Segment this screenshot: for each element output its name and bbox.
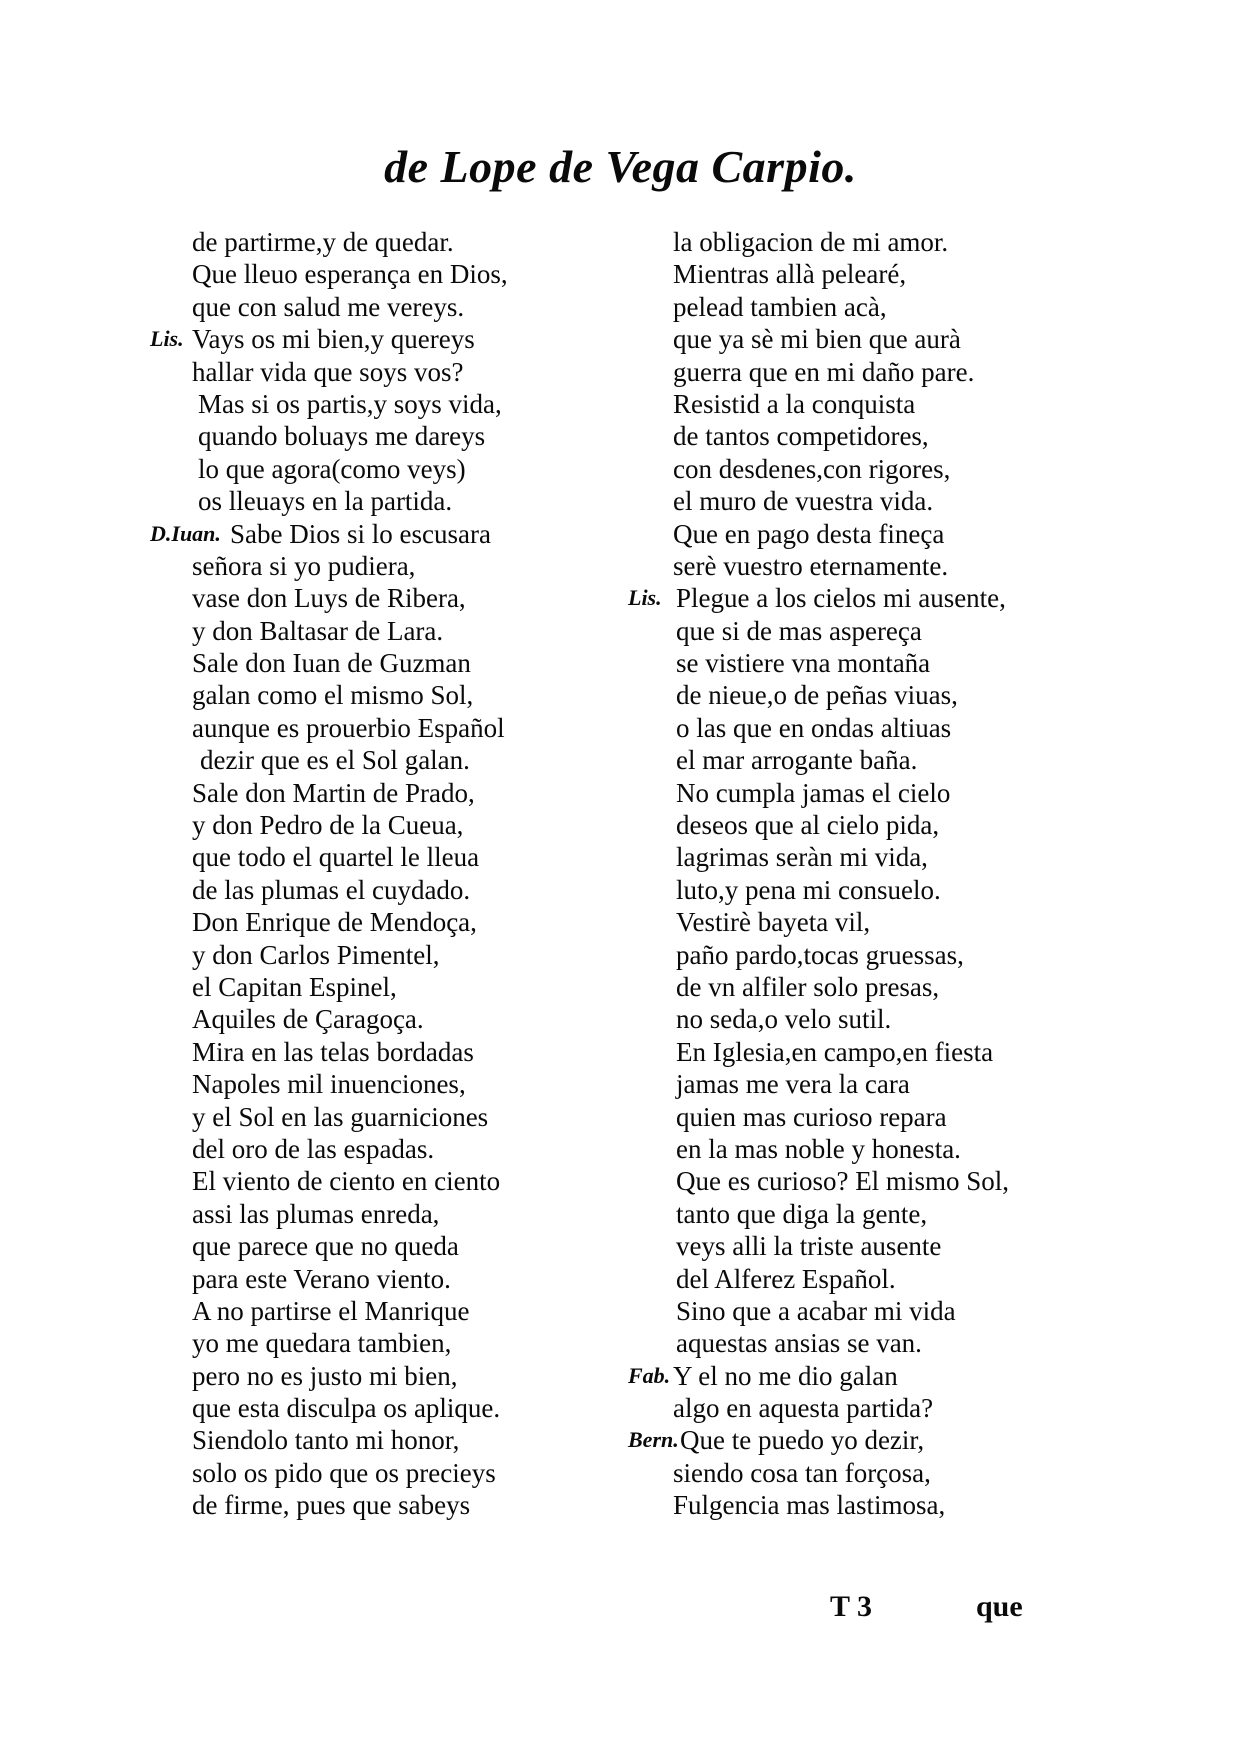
verse-text: no seda,o velo sutil. bbox=[676, 1004, 892, 1035]
verse-text: de las plumas el cuydado. bbox=[192, 874, 471, 905]
verse-line bbox=[150, 1424, 580, 1456]
verse-line bbox=[628, 291, 1088, 323]
verse-text: assi las plumas enreda, bbox=[192, 1198, 440, 1229]
verse-line bbox=[150, 615, 580, 647]
verse-text: el Capitan Espinel, bbox=[192, 971, 397, 1002]
verse-line bbox=[150, 1360, 580, 1392]
verse-line bbox=[150, 291, 580, 323]
verse-line bbox=[628, 1360, 1088, 1392]
verse-text: Sale don Martin de Prado, bbox=[192, 777, 475, 808]
verse-text: que parece que no queda bbox=[192, 1231, 459, 1262]
verse-text: Que te puedo yo dezir, bbox=[680, 1425, 925, 1456]
verse-line bbox=[150, 809, 580, 841]
verse-line bbox=[628, 485, 1088, 517]
verse-text: y don Pedro de la Cueua, bbox=[192, 810, 464, 841]
verse-line bbox=[628, 1424, 1088, 1456]
verse-line bbox=[628, 1101, 1088, 1133]
verse-line bbox=[628, 356, 1088, 388]
verse-text: guerra que en mi daño pare. bbox=[673, 356, 975, 387]
speaker-label: D.Iuan. bbox=[150, 520, 221, 546]
verse-line bbox=[150, 258, 580, 290]
verse-text: siendo cosa tan forçosa, bbox=[673, 1457, 931, 1488]
verse-line bbox=[628, 647, 1088, 679]
verse-line bbox=[628, 1133, 1088, 1165]
verse-line bbox=[150, 388, 580, 420]
verse-text: aunque es prouerbio Español bbox=[192, 712, 505, 743]
verse-text: luto,y pena mi consuelo. bbox=[676, 874, 941, 905]
verse-text: En Iglesia,en campo,en fiesta bbox=[676, 1036, 994, 1067]
verse-text: el muro de vuestra vida. bbox=[673, 486, 934, 517]
verse-line bbox=[150, 1263, 580, 1295]
verse-text: que esta disculpa os aplique. bbox=[192, 1393, 501, 1424]
verse-line bbox=[628, 1489, 1088, 1521]
verse-line bbox=[150, 744, 580, 776]
verse-text: Sabe Dios si lo escusara bbox=[230, 518, 491, 549]
left-text-column bbox=[150, 226, 580, 1522]
verse-text: Y el no me dio galan bbox=[673, 1360, 898, 1391]
verse-line bbox=[628, 679, 1088, 711]
verse-line bbox=[150, 939, 580, 971]
verse-line bbox=[628, 1457, 1088, 1489]
verse-text: dezir que es el Sol galan. bbox=[200, 745, 470, 776]
verse-line bbox=[150, 1165, 580, 1197]
verse-line bbox=[628, 971, 1088, 1003]
verse-line bbox=[628, 906, 1088, 938]
verse-text: Vays os mi bien,y quereys bbox=[192, 324, 475, 355]
verse-line bbox=[150, 1198, 580, 1230]
verse-text: deseos que al cielo pida, bbox=[676, 810, 940, 841]
verse-line bbox=[150, 1230, 580, 1262]
verse-line bbox=[628, 258, 1088, 290]
verse-text: y el Sol en las guarniciones bbox=[192, 1101, 489, 1132]
verse-line bbox=[150, 906, 580, 938]
verse-line bbox=[150, 841, 580, 873]
verse-line bbox=[150, 1133, 580, 1165]
verse-text: tanto que diga la gente, bbox=[676, 1198, 928, 1229]
verse-line bbox=[628, 744, 1088, 776]
verse-line bbox=[150, 453, 580, 485]
verse-text: lagrimas seràn mi vida, bbox=[676, 842, 928, 873]
verse-text: que con salud me vereys. bbox=[192, 291, 465, 322]
verse-text: A no partirse el Manrique bbox=[192, 1295, 470, 1326]
verse-line bbox=[628, 226, 1088, 258]
verse-line bbox=[150, 226, 580, 258]
verse-text: lo que agora(como veys) bbox=[198, 453, 466, 484]
verse-text: algo en aquesta partida? bbox=[673, 1393, 934, 1424]
verse-text: hallar vida que soys vos? bbox=[192, 356, 464, 387]
verse-text: el mar arrogante baña. bbox=[676, 745, 918, 776]
verse-text: se vistiere vna montaña bbox=[676, 648, 931, 679]
speaker-label: Fab. bbox=[628, 1362, 671, 1388]
verse-text: de tantos competidores, bbox=[673, 421, 929, 452]
verse-line bbox=[628, 874, 1088, 906]
verse-text: quando boluays me dareys bbox=[198, 421, 486, 452]
verse-line bbox=[150, 712, 580, 744]
verse-line bbox=[150, 777, 580, 809]
verse-text: Sino que a acabar mi vida bbox=[676, 1295, 956, 1326]
verse-line bbox=[628, 777, 1088, 809]
verse-line bbox=[150, 1327, 580, 1359]
speaker-label: Lis. bbox=[628, 585, 662, 611]
verse-text: paño pardo,tocas gruessas, bbox=[676, 939, 964, 970]
verse-text: Don Enrique de Mendoça, bbox=[192, 907, 477, 938]
verse-line bbox=[628, 550, 1088, 582]
verse-line bbox=[628, 1003, 1088, 1035]
catchword: que bbox=[976, 1590, 1023, 1623]
speaker-label: Lis. bbox=[150, 326, 184, 352]
verse-text: del Alferez Español. bbox=[676, 1263, 896, 1294]
verse-text: aquestas ansias se van. bbox=[676, 1328, 922, 1359]
verse-text: señora si yo pudiera, bbox=[192, 550, 416, 581]
verse-line bbox=[628, 323, 1088, 355]
verse-line bbox=[628, 518, 1088, 550]
verse-text: y don Baltasar de Lara. bbox=[192, 615, 444, 646]
verse-text: Siendolo tanto mi honor, bbox=[192, 1425, 460, 1456]
verse-line bbox=[150, 323, 580, 355]
verse-text: quien mas curioso repara bbox=[676, 1101, 947, 1132]
signature-mark: T 3 bbox=[830, 1590, 872, 1623]
verse-text: Plegue a los cielos mi ausente, bbox=[676, 583, 1006, 614]
verse-line bbox=[628, 1295, 1088, 1327]
verse-text: Sale don Iuan de Guzman bbox=[192, 648, 471, 679]
verse-text: la obligacion de mi amor. bbox=[673, 227, 949, 257]
verse-text: El viento de ciento en ciento bbox=[192, 1166, 501, 1197]
verse-line bbox=[150, 1003, 580, 1035]
verse-line bbox=[150, 1036, 580, 1068]
verse-text: de vn alfiler solo presas, bbox=[676, 971, 940, 1002]
verse-line bbox=[628, 1198, 1088, 1230]
verse-line bbox=[150, 1489, 580, 1521]
verse-text: Vestirè bayeta vil, bbox=[676, 907, 871, 938]
verse-text: Que lleuo esperança en Dios, bbox=[192, 259, 508, 290]
verse-line bbox=[150, 1101, 580, 1133]
verse-text: Napoles mil inuenciones, bbox=[192, 1069, 466, 1100]
verse-text: para este Verano viento. bbox=[192, 1263, 451, 1294]
verse-line bbox=[628, 1165, 1088, 1197]
verse-text: que todo el quartel le lleua bbox=[192, 842, 480, 873]
verse-text: veys alli la triste ausente bbox=[676, 1231, 942, 1262]
verse-text: No cumpla jamas el cielo bbox=[676, 777, 951, 808]
verse-text: que si de mas aspereça bbox=[676, 615, 922, 646]
verse-text: en la mas noble y honesta. bbox=[676, 1133, 961, 1164]
verse-text: Resistid a la conquista bbox=[673, 388, 916, 419]
verse-text: galan como el mismo Sol, bbox=[192, 680, 474, 711]
verse-line bbox=[628, 453, 1088, 485]
running-header: de Lope de Vega Carpio. bbox=[384, 141, 857, 192]
verse-line bbox=[628, 1263, 1088, 1295]
verse-text: con desdenes,con rigores, bbox=[673, 453, 951, 484]
verse-text: jamas me vera la cara bbox=[676, 1069, 910, 1100]
verse-line bbox=[150, 582, 580, 614]
verse-text: Mas si os partis,y soys vida, bbox=[198, 388, 502, 419]
verse-line bbox=[150, 1068, 580, 1100]
verse-line bbox=[150, 356, 580, 388]
verse-line bbox=[150, 518, 580, 550]
verse-text: Que en pago desta fineça bbox=[673, 518, 945, 549]
verse-line bbox=[628, 615, 1088, 647]
verse-line bbox=[150, 420, 580, 452]
verse-line bbox=[150, 1392, 580, 1424]
speaker-label: Bern. bbox=[628, 1427, 679, 1453]
verse-text: y don Carlos Pimentel, bbox=[192, 939, 440, 970]
verse-line bbox=[150, 550, 580, 582]
verse-text: pero no es justo mi bien, bbox=[192, 1360, 458, 1391]
verse-line bbox=[628, 809, 1088, 841]
verse-line bbox=[150, 679, 580, 711]
verse-text: que ya sè mi bien que aurà bbox=[673, 324, 961, 355]
verse-line bbox=[628, 582, 1088, 614]
verse-line bbox=[628, 1068, 1088, 1100]
verse-text: del oro de las espadas. bbox=[192, 1133, 435, 1164]
verse-line bbox=[628, 1230, 1088, 1262]
verse-line bbox=[628, 420, 1088, 452]
verse-text: yo me quedara tambien, bbox=[192, 1328, 452, 1359]
verse-text: de partirme,y de quedar. bbox=[192, 227, 454, 257]
verse-text: Fulgencia mas lastimosa, bbox=[673, 1490, 946, 1521]
verse-line bbox=[628, 841, 1088, 873]
verse-line bbox=[150, 874, 580, 906]
verse-text: pelead tambien acà, bbox=[673, 291, 887, 322]
verse-text: solo os pido que os precieys bbox=[192, 1457, 496, 1488]
verse-line bbox=[150, 1295, 580, 1327]
verse-line bbox=[628, 1036, 1088, 1068]
verse-line bbox=[628, 388, 1088, 420]
verse-line bbox=[628, 1327, 1088, 1359]
verse-line bbox=[150, 485, 580, 517]
verse-line bbox=[150, 1457, 580, 1489]
verse-line bbox=[628, 712, 1088, 744]
verse-text: os lleuays en la partida. bbox=[198, 486, 453, 517]
verse-line bbox=[150, 971, 580, 1003]
verse-text: vase don Luys de Ribera, bbox=[192, 583, 466, 614]
verse-text: de firme, pues que sabeys bbox=[192, 1490, 471, 1521]
verse-text: serè vuestro eternamente. bbox=[673, 550, 949, 581]
verse-line bbox=[628, 1392, 1088, 1424]
verse-text: Mira en las telas bordadas bbox=[192, 1036, 474, 1067]
verse-line bbox=[628, 939, 1088, 971]
right-text-column bbox=[628, 226, 1088, 1522]
verse-text: o las que en ondas altiuas bbox=[676, 712, 952, 743]
verse-line bbox=[150, 647, 580, 679]
verse-text: Que es curioso? El mismo Sol, bbox=[676, 1166, 1009, 1197]
verse-text: Mientras allà pelearé, bbox=[673, 259, 907, 290]
verse-text: Aquiles de Çaragoça. bbox=[192, 1004, 424, 1035]
verse-text: de nieue,o de peñas viuas, bbox=[676, 680, 958, 711]
